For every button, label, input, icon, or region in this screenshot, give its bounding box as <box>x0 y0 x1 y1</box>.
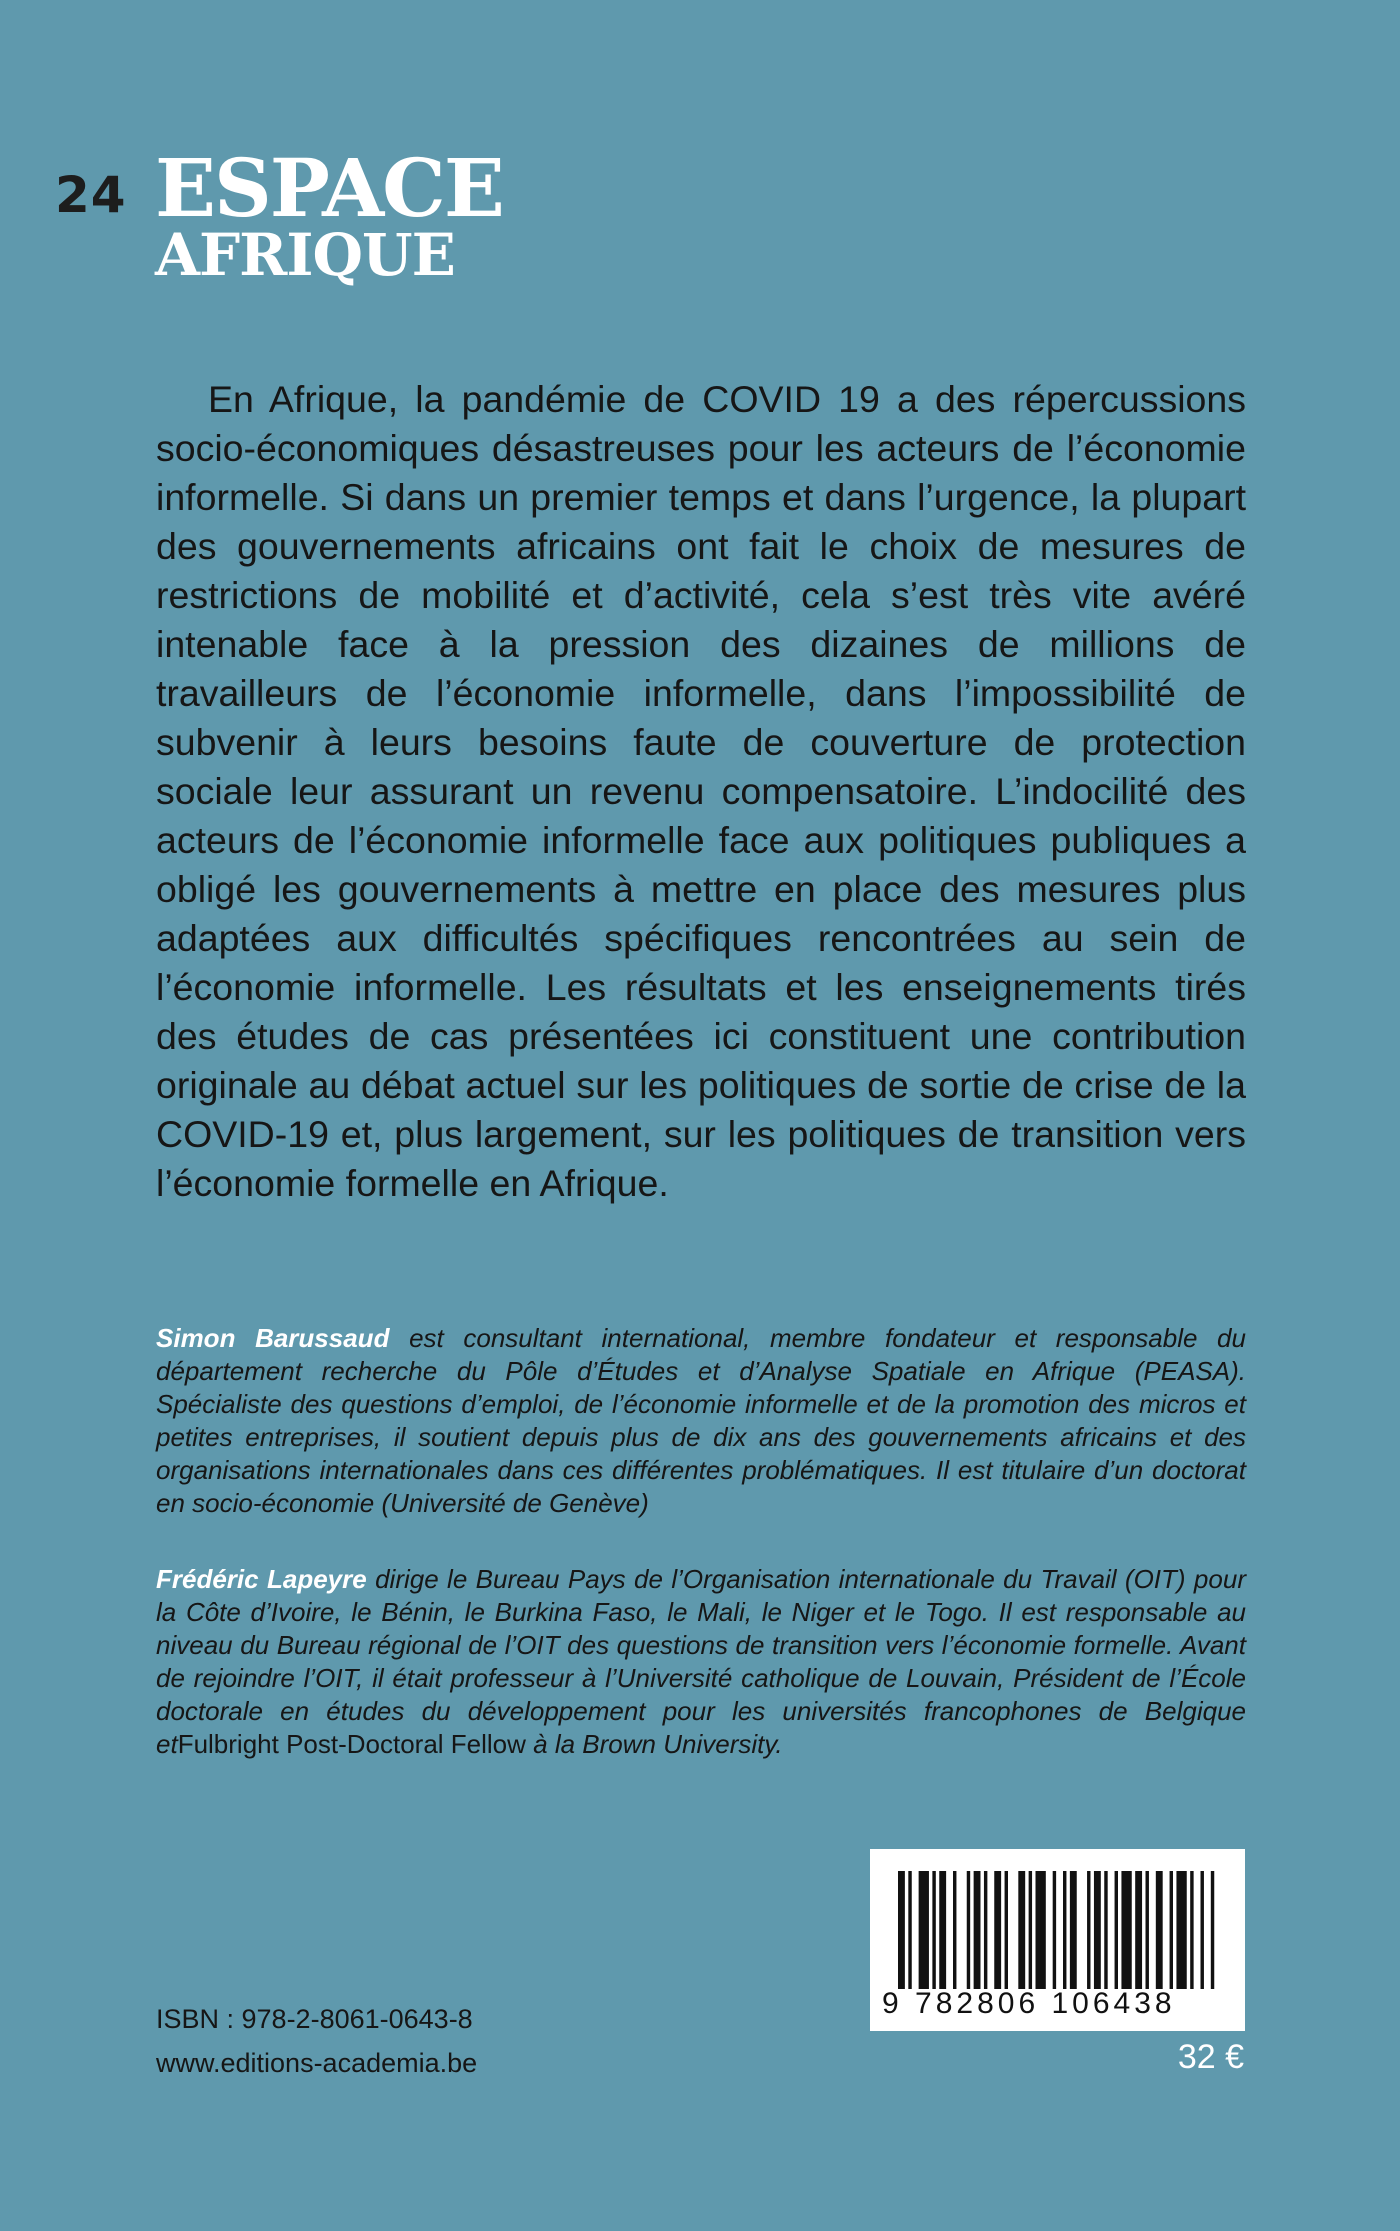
barcode-bar <box>1104 1871 1107 1989</box>
barcode-bar <box>939 1871 946 1989</box>
book-blurb: En Afrique, la pandémie de COVID 19 a des répercussions socio-économiques désastreuses pour les acteurs de l’économie informelle. Si dans un premier temps et dans l’urgence, la plupart des gouvernements africains ont fait le choix de mesures de restrictions de mobilité et d’activité, cela s’est très vite avéré intenable face à la pression des dizaines de millions de travailleurs de l’économie informelle, dans l’impossibilité de subvenir à leurs besoins faute de couverture de protection sociale leur assurant un revenu compensatoire. L’indocilité des acteurs de l’économie informelle face aux politiques publiques a obligé les gouvernements à mettre en place des mesures plus adaptées aux difficultés spécifiques rencontrées au sein de l’économie informelle. Les résultats et les enseignements tirés des études de cas présentées ici constituent une contribution originale au débat actuel sur les politiques de sortie de crise de la COVID-19 et, plus largement, sur les politiques de transition vers l’économie formelle en Afrique. <box>156 378 1246 1204</box>
barcode-bar <box>1135 1871 1142 1989</box>
barcode-bar <box>1201 1871 1204 1989</box>
barcode-bar <box>1121 1871 1131 1989</box>
barcode-bar <box>1176 1871 1186 1989</box>
author-name-1: Simon Barussaud <box>156 1323 390 1353</box>
barcode-bar <box>1087 1871 1090 1989</box>
author-bio-fellowship: Fulbright Post-Doctoral Fellow <box>177 1729 526 1759</box>
barcode-digits: 9 782806 106438 <box>882 1987 1176 2020</box>
barcode-bar <box>994 1871 1001 1989</box>
author-bio-text-2c: à la Brown University. <box>533 1729 783 1759</box>
barcode-bar <box>1018 1871 1025 1989</box>
barcode-bar <box>1190 1871 1193 1989</box>
barcode-bar <box>967 1871 970 1989</box>
barcode-bar <box>1005 1871 1008 1989</box>
barcode-bar <box>1063 1871 1066 1989</box>
barcode-bar <box>974 1871 981 1989</box>
author-bio-text-2b: Belgique et <box>156 1696 1246 1759</box>
barcode-bar <box>1053 1871 1056 1989</box>
author-bio-2 <box>156 1563 1246 1761</box>
barcode-bar <box>1094 1871 1101 1989</box>
barcode-bar <box>932 1871 935 1989</box>
barcode <box>870 1849 1245 2031</box>
barcode-bars <box>898 1871 1228 1989</box>
barcode-bar <box>984 1871 987 1989</box>
barcode-bar <box>1170 1871 1173 1989</box>
series-number: 24 <box>55 166 127 224</box>
barcode-bar <box>908 1871 911 1989</box>
barcode-bar <box>1211 1871 1214 1989</box>
series-title <box>155 141 503 289</box>
author-bio-text-1: est consultant international, membre fondateur et responsable du département recherche du Pôle d’Études et d’Analyse Spatiale en Afrique (PEASA). Spécialiste des questions d’emploi, de l’économie informelle et de la promotion des micros et petites entreprises, il soutient depuis plus de dix ans des gouvernements africains et des organisations internationales dans ces différentes problématiques. Il est titulaire d’un doctorat en socio-économie (Université de Genève) <box>156 1323 1246 1518</box>
barcode-bar <box>1156 1871 1163 1989</box>
price: 32 € <box>1177 2038 1244 2076</box>
barcode-bar <box>1029 1871 1032 1989</box>
publisher-website: www.editions-academia.be <box>156 2048 478 2078</box>
author-bio-text-2: dirige le Bureau Pays de l’Organisation internationale du Travail (OIT) pour la Côte d’Ivoire, le Bénin, le Burkina Faso, le Mali, le Niger et le Togo. Il est responsable au niveau du Bureau régional de l’OIT des questions de transition vers l’économie formelle. Avant de rejoindre l’OIT, il était professeur à l’Université catholique de Louvain, Président de l’École doctorale en études du développement pour les universités francophones de <box>156 1564 1246 1726</box>
barcode-bar <box>898 1871 905 1989</box>
barcode-bar <box>1115 1871 1118 1989</box>
barcode-bar <box>953 1871 956 1989</box>
series-title-line1: ESPACE <box>155 141 503 235</box>
barcode-bar <box>919 1871 929 1989</box>
barcode-bar <box>1146 1871 1149 1989</box>
series-title-line2: AFRIQUE <box>155 221 455 289</box>
barcode-bar <box>1070 1871 1077 1989</box>
author-bio-1 <box>156 1322 1246 1520</box>
barcode-bar <box>1036 1871 1046 1989</box>
isbn: ISBN : 978-2-8061-0643-8 <box>156 2004 473 2034</box>
author-name-2: Frédéric Lapeyre <box>156 1564 367 1594</box>
